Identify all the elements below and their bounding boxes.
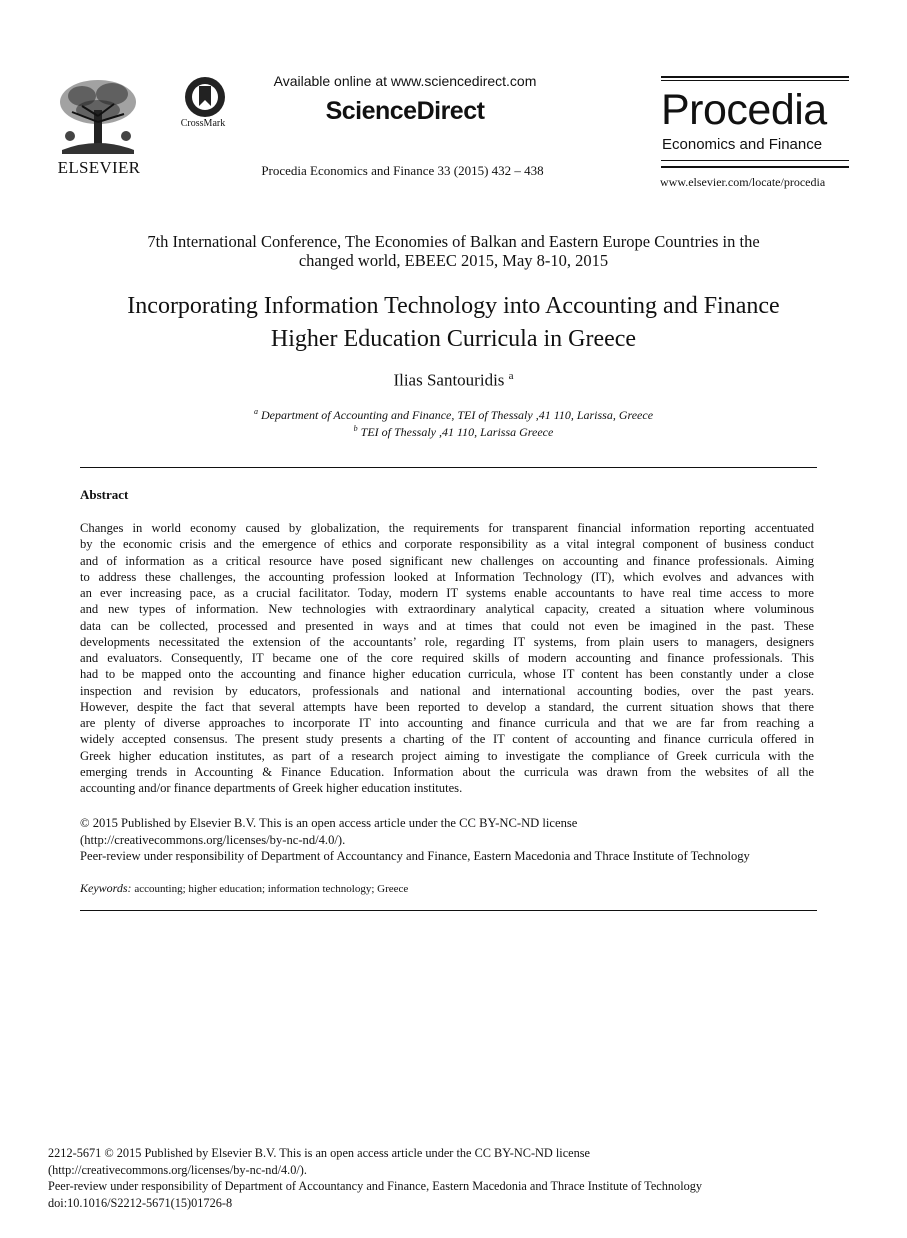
abstract-line: inspection and revision by educators, professionals and national and international accounting bodies, over the past years. <box>80 683 814 698</box>
keywords-text: accounting; higher education; information technology; Greece <box>131 883 409 895</box>
abstract-line: data can be collected, processed and presented in ways and at times that could not even be imagined in the past. These <box>80 618 814 633</box>
abstract-heading: Abstract <box>80 487 129 502</box>
copyright-line: © 2015 Published by Elsevier B.V. This is an open access article under the CC BY-NC-ND license <box>80 816 578 830</box>
procedia-rule-top <box>661 76 849 81</box>
conference-name <box>60 232 847 270</box>
title-line-2: Higher Education Curricula in Greece <box>270 326 637 352</box>
affiliation-mark: b <box>353 424 358 433</box>
abstract-line: developments necessitated the extension of the accountants’ role, regarding IT systems, from plain users to managers, designers <box>80 634 814 649</box>
abstract-body <box>80 520 814 796</box>
abstract-line: and evaluators. Consequently, IT became one of the core required skills of modern accounting and finance professionals. This <box>80 651 814 665</box>
footer <box>48 1145 838 1211</box>
affiliation-text: TEI of Thessaly ,41 110, Larissa Greece <box>360 425 554 439</box>
procedia-rule-bottom <box>661 160 849 161</box>
title-line-1: Incorporating Information Technology into Accounting and Finance <box>127 293 780 319</box>
abstract-line: to address these challenges, the accounting profession looked at Information Technology (IT), which evolves and advances with <box>80 569 814 584</box>
paper-title <box>50 290 857 356</box>
crossmark-label: CrossMark <box>180 118 226 129</box>
abstract-line: and of information as a critical resource have posed significant new challenges on accounting and finance professionals. Aiming <box>80 553 814 568</box>
conference-line-2: changed world, EBEEC 2015, May 8-10, 2015 <box>298 251 609 270</box>
abstract-line: are plenty of diverse approaches to incorporate IT into accounting and finance curricula and that we are far from reaching a <box>80 716 814 730</box>
abstract-line: by the economic crisis and the emergence of ethics and corporate responsibility as a vital integral component of business conduct <box>80 537 814 552</box>
author <box>300 370 607 391</box>
footer-issn-line: 2212-5671 © 2015 Published by Elsevier B.V. This is an open access article under the CC BY-NC-ND license <box>48 1146 591 1160</box>
abstract-line: had to be mapped onto the accounting and finance higher education curricula, whose IT content has been constantly under a close <box>80 667 814 682</box>
abstract-line: However, despite the fact that several attempts have been reported to develop a standard, the current situation shows that there <box>80 699 814 714</box>
author-affiliation-mark: a <box>508 370 514 382</box>
keywords <box>80 881 820 896</box>
affiliation-mark: a <box>253 407 258 416</box>
affiliation-b <box>50 424 857 440</box>
author-name: Ilias Santouridis <box>393 370 505 390</box>
procedia-rule-bottom-thick <box>661 166 849 168</box>
copyright-block <box>80 815 820 865</box>
journal-url-link[interactable]: www.elsevier.com/locate/procedia <box>660 175 826 189</box>
affiliation-a <box>50 407 857 423</box>
abstract-line: accounting and/or finance departments of Greek higher education institutes. <box>80 781 463 795</box>
conference-line-1: 7th International Conference, The Economies of Balkan and Eastern Europe Countries in the <box>147 232 760 251</box>
keywords-label: Keywords: <box>80 881 132 895</box>
procedia-logo: Procedia <box>661 86 827 134</box>
abstract-line: emerging trends in Accounting & Finance Education. Information about the curricula was drawn from the websites of all the <box>80 764 814 779</box>
license-link[interactable]: (http://creativecommons.org/licenses/by-nc-nd/4.0/). <box>80 832 346 847</box>
procedia-subtitle: Economics and Finance <box>662 136 823 153</box>
divider-bottom <box>80 910 817 911</box>
journal-reference: Procedia Economics and Finance 33 (2015) 432 – 438 <box>261 163 544 178</box>
available-online-text: Available online at www.sciencedirect.com <box>273 73 537 89</box>
abstract-line: Changes in world economy caused by globalization, the requirements for transparent financial information reporting accentuated <box>80 521 814 535</box>
affiliation-text: Department of Accounting and Finance, TEI of Thessaly ,41 110, Larissa, Greece <box>260 408 654 422</box>
elsevier-wordmark: ELSEVIER <box>57 158 141 177</box>
abstract-line: widely accepted consensus. The present study presents a charting of the IT content of accounting and finance curricula offered in <box>80 732 814 747</box>
abstract-line: an ever increasing pace, as a crucial facilitator. Today, modern IT systems enable accountants to have real time access to more <box>80 586 814 600</box>
footer-license-link[interactable]: (http://creativecommons.org/licenses/by-nc-nd/4.0/). <box>48 1162 307 1177</box>
sciencedirect-logo: ScienceDirect <box>325 97 485 125</box>
abstract-line: and new types of information. New technologies with extraordinary analytical capacity, created a situation where voluminous <box>80 602 814 617</box>
peer-review-line: Peer-review under responsibility of Department of Accountancy and Finance, Eastern Macedonia and Thrace Institute of Technology <box>80 849 750 863</box>
footer-peer-review: Peer-review under responsibility of Department of Accountancy and Finance, Eastern Macedonia and Thrace Institute of Technology <box>48 1179 703 1193</box>
abstract-line: Greek higher education institutes, as part of a research project aiming to investigate the compliance of Greek curricula with the <box>80 748 814 763</box>
footer-doi[interactable]: doi:10.1016/S2212-5671(15)01726-8 <box>48 1195 233 1210</box>
divider-top <box>80 467 817 468</box>
